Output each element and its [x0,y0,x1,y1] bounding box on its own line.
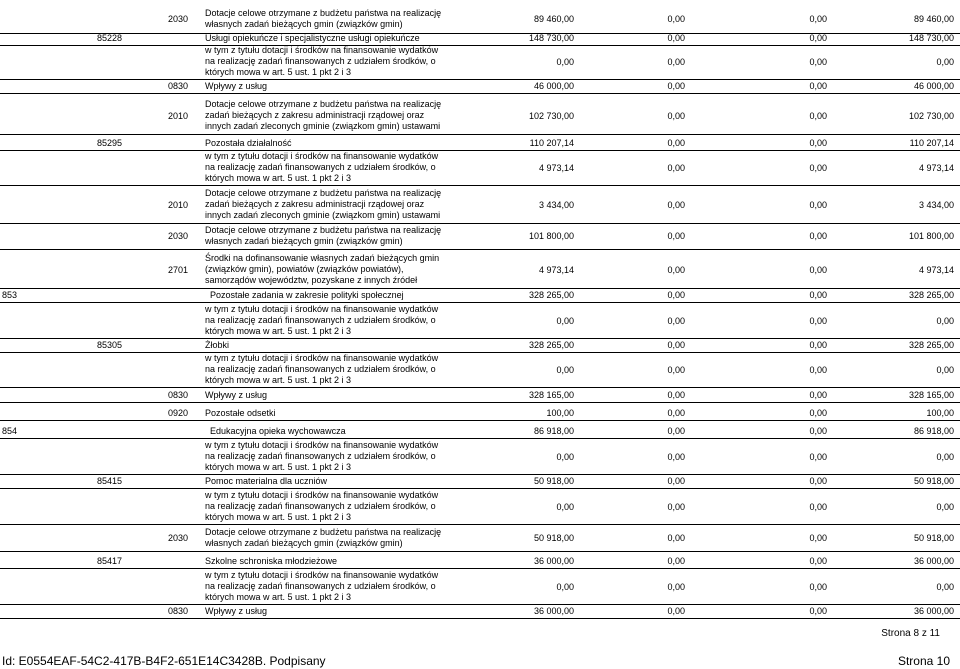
row-value-3: 0,00 [809,582,827,592]
row-value-3: 0,00 [809,340,827,350]
row-code: 85305 [97,340,123,350]
row-value-4: 50 918,00 [913,533,954,543]
row-value-3: 0,00 [809,265,827,275]
table-row [0,224,960,248]
row-value-4: 4 973,14 [918,163,954,173]
row-code: 0830 [168,390,189,400]
row-code: 0830 [168,606,189,616]
row-value-1: 100,00 [546,408,574,418]
table-row [0,187,960,222]
row-value-4: 86 918,00 [913,426,954,436]
row-divider [0,568,960,569]
row-value-4: 328 265,00 [908,340,954,350]
row-divider [0,302,960,303]
row-code: 0920 [168,408,189,418]
row-value-2: 0,00 [667,582,685,592]
row-value-3: 0,00 [809,14,827,24]
row-value-3: 0,00 [809,33,827,43]
row-description: Wpływy z usług [205,81,268,91]
row-description: w tym z tytułu dotacji i środków na finansowanie wydatków na realizację zadań finansowanych z udziałem środków, o których mowa w art. 5 ust. 1 pkt 2 i 3 [205,570,439,602]
row-value-2: 0,00 [667,33,685,43]
row-description: Środki na dofinansowanie własnych zadań bieżących gmin (związków gmin), powiatów (związków powiatów), samorządów województw, pozyskane z innych źródeł [205,253,440,285]
row-value-2: 0,00 [667,408,685,418]
row-code: 853 [2,290,18,300]
row-value-2: 0,00 [667,556,685,566]
row-value-3: 0,00 [809,452,827,462]
row-value-1: 50 918,00 [533,533,574,543]
table-row [0,570,960,603]
row-divider [0,185,960,186]
row-value-4: 0,00 [936,316,954,326]
row-value-3: 0,00 [809,408,827,418]
row-value-2: 0,00 [667,365,685,375]
row-value-2: 0,00 [667,138,685,148]
row-value-3: 0,00 [809,365,827,375]
table-row [0,98,960,133]
row-value-4: 3 434,00 [918,200,954,210]
row-divider [0,488,960,489]
row-value-3: 0,00 [809,163,827,173]
table-row [0,407,960,419]
row-value-3: 0,00 [809,606,827,616]
row-description: Szkolne schroniska młodzieżowe [205,556,338,566]
row-description: Wpływy z usług [205,390,268,400]
row-value-1: 102 730,00 [528,111,574,121]
row-value-1: 148 730,00 [528,33,574,43]
table-row [0,353,960,386]
row-value-2: 0,00 [667,81,685,91]
table-row [0,6,960,32]
row-value-2: 0,00 [667,426,685,436]
row-value-1: 328 165,00 [528,390,574,400]
table-row [0,526,960,550]
row-value-4: 102 730,00 [908,111,954,121]
row-value-1: 86 918,00 [533,426,574,436]
row-description: Dotacje celowe otrzymane z budżetu państwa na realizację zadań bieżących z zakresu administracji rządowej oraz innych zadań zleconych gminie (związkom gmin) ustawami [205,99,442,131]
row-description: Dotacje celowe otrzymane z budżetu państwa na realizację własnych zadań bieżących gmin (związków gmin) [205,8,442,29]
row-description: Pozostałe odsetki [205,408,276,418]
row-value-4: 0,00 [936,502,954,512]
table-row [0,605,960,617]
row-description: Dotacje celowe otrzymane z budżetu państwa na realizację zadań bieżących z zakresu administracji rządowej oraz innych zadań zleconych gminie (związkom gmin) ustawami [205,188,442,220]
row-value-2: 0,00 [667,476,685,486]
row-value-1: 46 000,00 [533,81,574,91]
table-row [0,555,960,567]
row-description: Pomoc materialna dla uczniów [205,476,328,486]
row-value-3: 0,00 [809,111,827,121]
table-row [0,137,960,149]
row-value-2: 0,00 [667,265,685,275]
row-value-4: 89 460,00 [913,14,954,24]
row-value-3: 0,00 [809,390,827,400]
row-divider [0,438,960,439]
row-value-3: 0,00 [809,556,827,566]
table-row [0,151,960,184]
row-code: 2701 [168,265,189,275]
row-value-1: 0,00 [556,365,574,375]
row-value-3: 0,00 [809,200,827,210]
row-divider [0,134,960,135]
row-divider [0,420,960,421]
row-value-1: 110 207,14 [529,138,574,148]
row-code: 854 [2,426,18,436]
row-value-1: 4 973,14 [538,265,574,275]
table-row [0,475,960,487]
row-value-1: 36 000,00 [533,556,574,566]
row-value-4: 328 265,00 [908,290,954,300]
row-value-2: 0,00 [667,316,685,326]
row-value-1: 0,00 [556,582,574,592]
row-description: Pozostała działalność [205,138,292,148]
row-description: Usługi opiekuńcze i specjalistyczne usługi opiekuńcze [205,33,420,43]
row-description: Edukacyjna opieka wychowawcza [210,426,346,436]
row-value-3: 0,00 [809,502,827,512]
row-divider [0,402,960,403]
row-value-2: 0,00 [667,390,685,400]
row-value-3: 0,00 [809,426,827,436]
row-value-4: 110 207,14 [909,138,954,148]
row-value-2: 0,00 [667,57,685,67]
row-value-3: 0,00 [809,138,827,148]
row-value-2: 0,00 [667,231,685,241]
table-row [0,490,960,523]
row-value-1: 328 265,00 [528,290,574,300]
row-value-2: 0,00 [667,502,685,512]
row-description: w tym z tytułu dotacji i środków na finansowanie wydatków na realizację zadań finansowanych z udziałem środków, o których mowa w art. 5 ust. 1 pkt 2 i 3 [205,353,439,385]
row-divider [0,93,960,94]
table-row [0,389,960,401]
row-value-4: 328 165,00 [908,390,954,400]
row-value-3: 0,00 [809,316,827,326]
document-id: Id: E0554EAF-54C2-417B-B4F2-651E14C3428B. Podpisany [2,654,326,668]
row-value-4: 148 730,00 [908,33,954,43]
row-value-2: 0,00 [667,290,685,300]
row-description: Wpływy z usług [205,606,268,616]
row-value-1: 0,00 [556,452,574,462]
table-row [0,440,960,473]
row-value-4: 0,00 [936,365,954,375]
row-description: w tym z tytułu dotacji i środków na finansowanie wydatków na realizację zadań finansowanych z udziałem środków, o których mowa w art. 5 ust. 1 pkt 2 i 3 [205,304,439,336]
row-value-1: 328 265,00 [528,340,574,350]
row-value-2: 0,00 [667,200,685,210]
row-value-4: 0,00 [936,57,954,67]
row-value-4: 0,00 [936,582,954,592]
row-value-4: 101 800,00 [908,231,954,241]
row-value-2: 0,00 [667,340,685,350]
row-value-2: 0,00 [667,533,685,543]
row-value-3: 0,00 [809,290,827,300]
row-value-1: 0,00 [556,502,574,512]
table-row [0,252,960,287]
row-value-1: 4 973,14 [538,163,574,173]
row-code: 2010 [168,111,189,121]
row-divider [0,551,960,552]
row-value-2: 0,00 [667,452,685,462]
row-value-4: 46 000,00 [913,81,954,91]
table-row [0,45,960,78]
row-value-1: 3 434,00 [538,200,574,210]
row-value-1: 89 460,00 [533,14,574,24]
table-row [0,339,960,351]
page-count: Strona 8 z 11 [881,628,940,639]
row-divider [0,387,960,388]
row-description: Dotacje celowe otrzymane z budżetu państwa na realizację własnych zadań bieżących gmin (związków gmin) [205,527,442,548]
row-description: w tym z tytułu dotacji i środków na finansowanie wydatków na realizację zadań finansowanych z udziałem środków, o których mowa w art. 5 ust. 1 pkt 2 i 3 [205,440,439,472]
page-number: Strona 10 [897,654,950,668]
row-value-1: 0,00 [556,316,574,326]
row-code: 85228 [97,33,123,43]
row-code: 0830 [168,81,189,91]
row-divider [0,524,960,525]
row-value-1: 50 918,00 [533,476,574,486]
row-value-2: 0,00 [667,111,685,121]
row-description: w tym z tytułu dotacji i środków na finansowanie wydatków na realizację zadań finansowanych z udziałem środków, o których mowa w art. 5 ust. 1 pkt 2 i 3 [205,490,439,522]
row-description: Dotacje celowe otrzymane z budżetu państwa na realizację własnych zadań bieżących gmin (związków gmin) [205,225,442,246]
row-divider [0,249,960,250]
row-value-4: 0,00 [936,452,954,462]
row-value-2: 0,00 [667,14,685,24]
row-value-4: 36 000,00 [913,556,954,566]
table-row [0,80,960,92]
row-value-1: 36 000,00 [533,606,574,616]
row-value-3: 0,00 [809,81,827,91]
row-value-2: 0,00 [667,163,685,173]
table-row [0,304,960,337]
table-row [0,289,960,301]
row-description: Żłobki [205,340,230,350]
row-value-1: 0,00 [556,57,574,67]
row-value-4: 100,00 [926,408,954,418]
row-code: 85295 [97,138,123,148]
row-divider [0,618,960,619]
row-value-3: 0,00 [809,231,827,241]
row-value-4: 4 973,14 [918,265,954,275]
row-code: 2030 [168,231,189,241]
row-code: 85415 [97,476,123,486]
table-row [0,425,960,437]
row-value-2: 0,00 [667,606,685,616]
table-row [0,32,960,44]
row-value-4: 50 918,00 [913,476,954,486]
row-code: 85417 [97,556,123,566]
row-code: 2030 [168,14,189,24]
row-description: Pozostałe zadania w zakresie polityki społecznej [210,290,404,300]
row-value-3: 0,00 [809,57,827,67]
row-description: w tym z tytułu dotacji i środków na finansowanie wydatków na realizację zadań finansowanych z udziałem środków, o których mowa w art. 5 ust. 1 pkt 2 i 3 [205,151,439,183]
row-value-4: 36 000,00 [913,606,954,616]
row-value-1: 101 800,00 [528,231,574,241]
row-code: 2010 [168,200,189,210]
row-value-3: 0,00 [809,533,827,543]
row-code: 2030 [168,533,189,543]
row-description: w tym z tytułu dotacji i środków na finansowanie wydatków na realizację zadań finansowanych z udziałem środków, o których mowa w art. 5 ust. 1 pkt 2 i 3 [205,45,439,77]
row-value-3: 0,00 [809,476,827,486]
